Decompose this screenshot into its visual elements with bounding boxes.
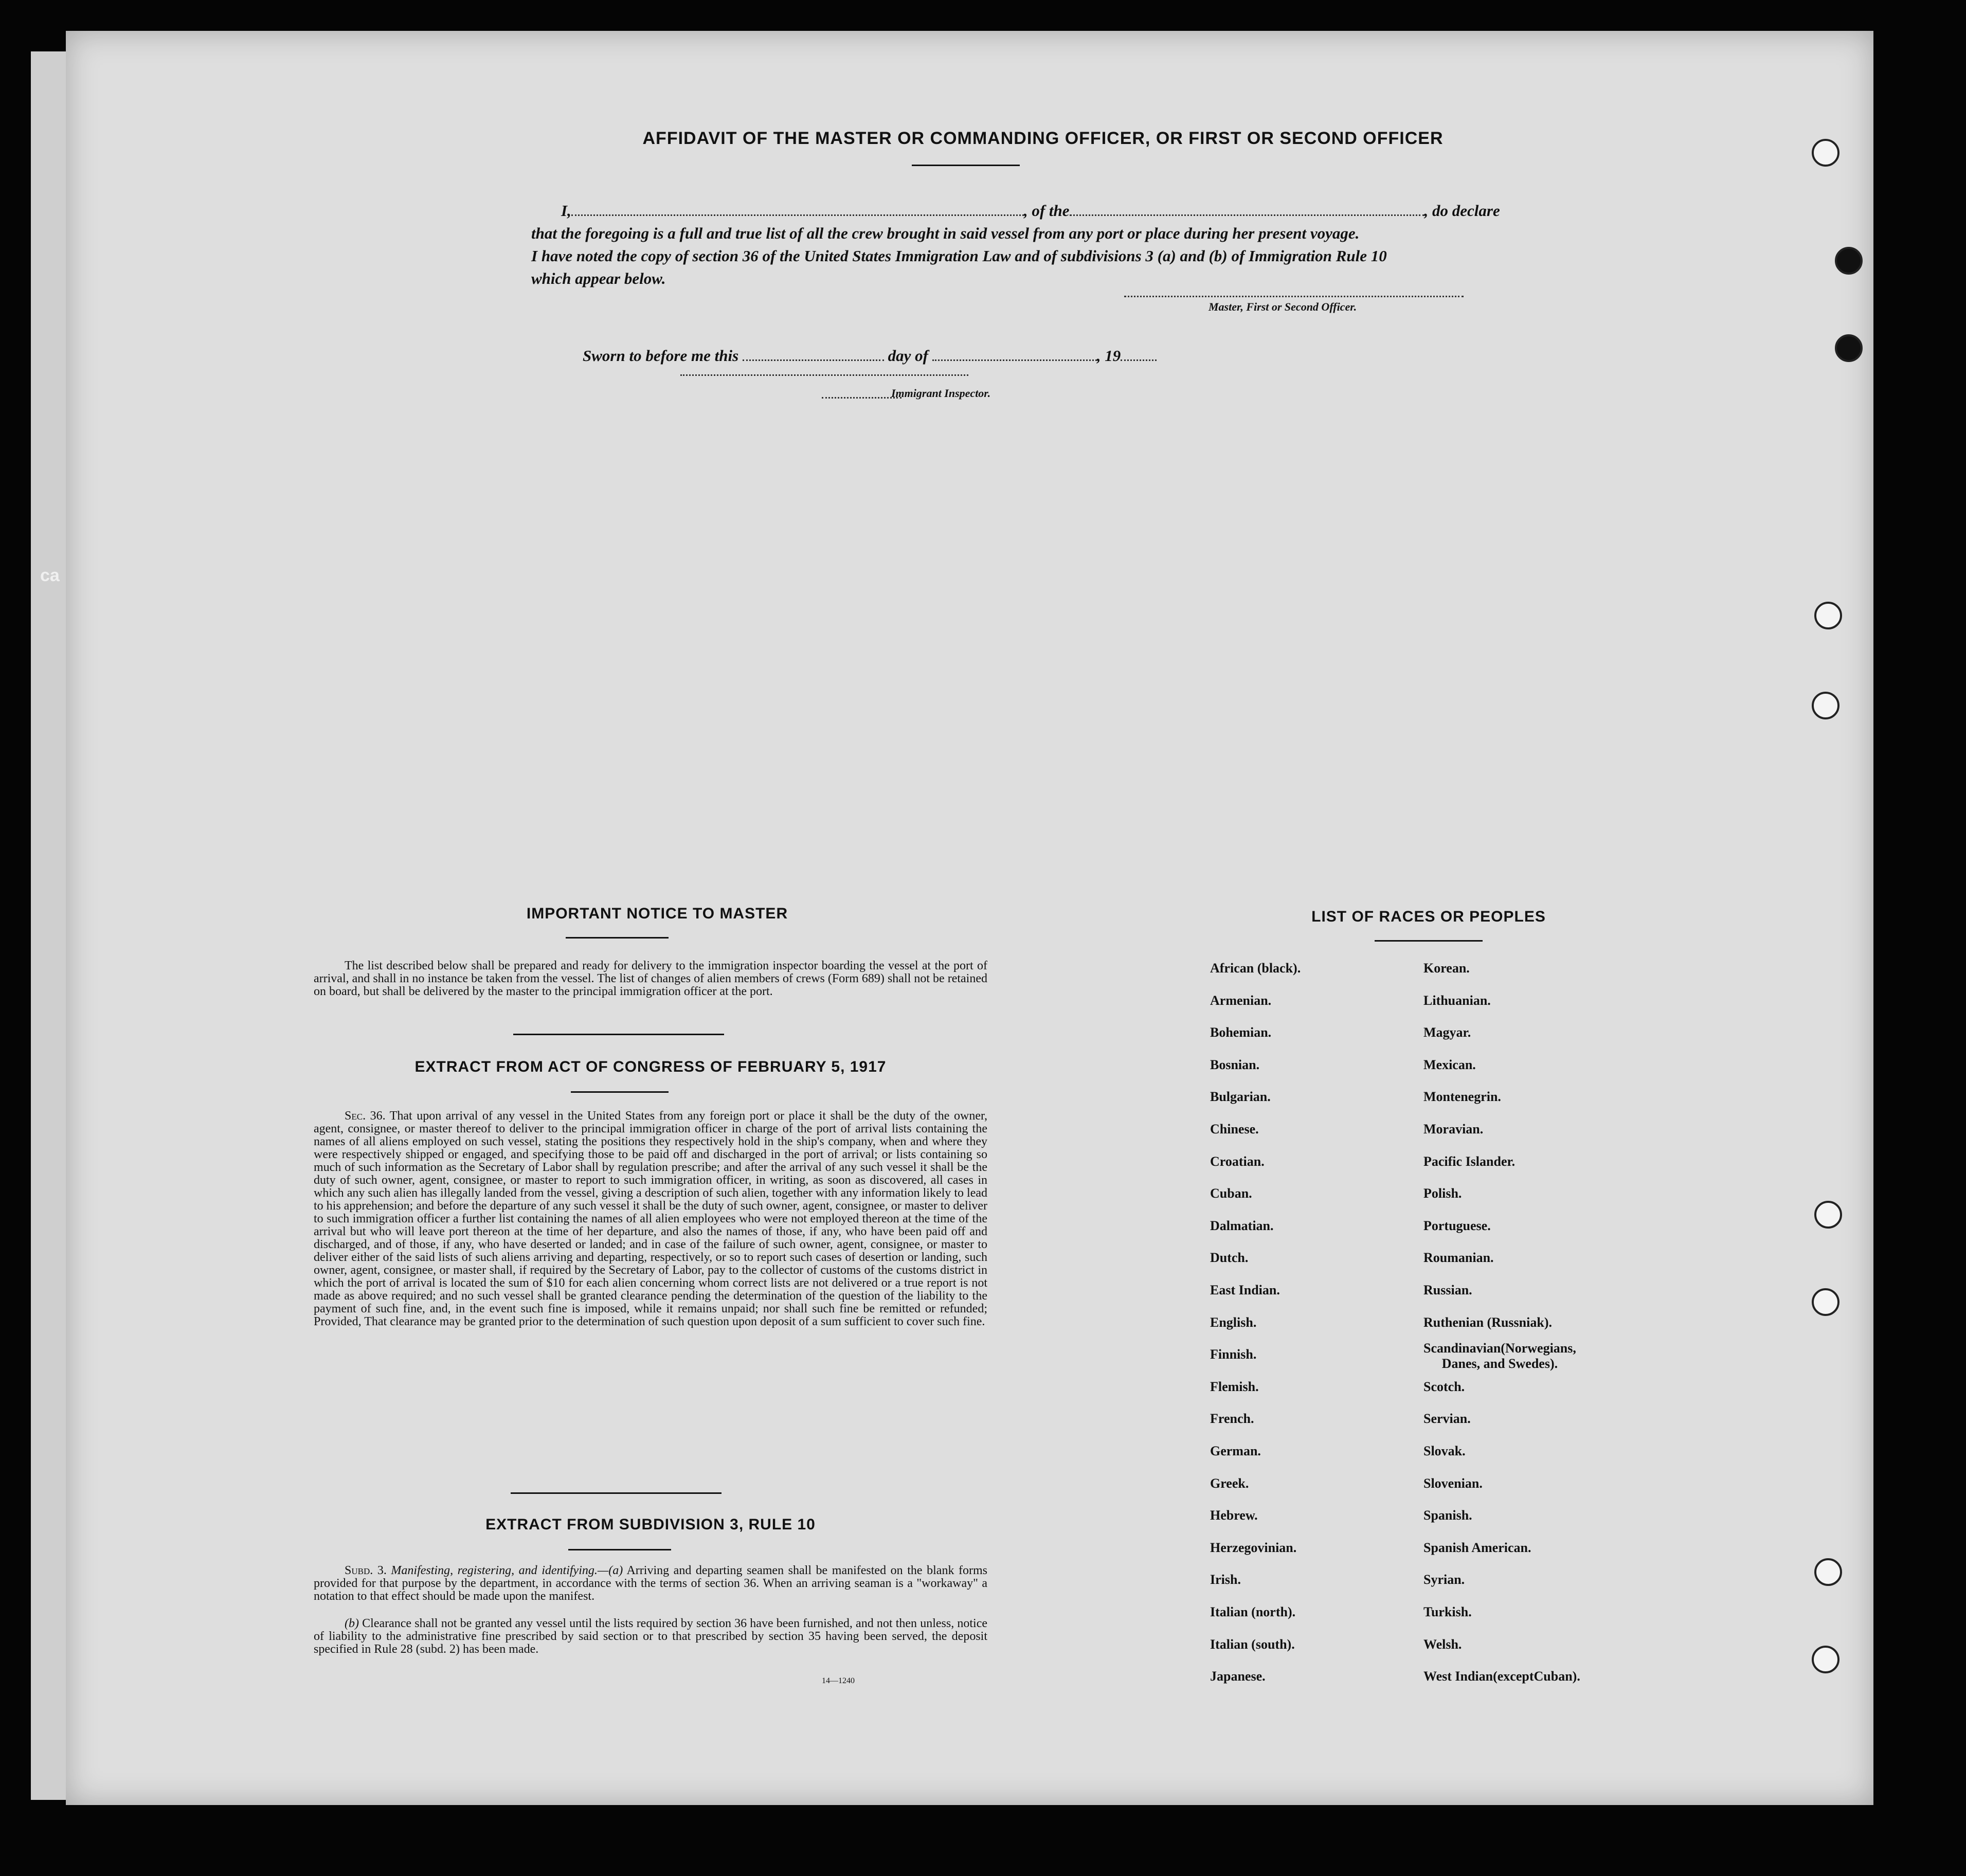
- divider: [912, 165, 1020, 166]
- binder-hole: [1812, 139, 1839, 167]
- vessel-blank: [1070, 214, 1424, 216]
- race-item: Flemish.: [1210, 1379, 1259, 1394]
- affidavit-title: AFFIDAVIT OF THE MASTER OR COMMANDING OFFICER, OR FIRST OR SECOND OFFICER: [642, 129, 1444, 148]
- race-item: Syrian.: [1423, 1572, 1465, 1587]
- month-blank: [932, 359, 1097, 361]
- signature-label: Master, First or Second Officer.: [1209, 300, 1357, 313]
- race-item: Croatian.: [1210, 1154, 1265, 1169]
- race-item: Dalmatian.: [1210, 1218, 1274, 1233]
- notice-body: The list described below shall be prepared and ready for delivery to the immigration inspector boarding the vessel at the port of arrival, and shall in no instance be taken from the vessel. The list of changes of alien members of crews (Form 689) shall not be retained on board, but shall be delivered by the master to the principal immigration officer at the port.: [314, 959, 987, 998]
- race-item: Ruthenian (Russniak).: [1423, 1315, 1552, 1330]
- rule-para-b: [314, 1617, 987, 1656]
- race-item: Pacific Islander.: [1423, 1154, 1516, 1169]
- para-b-label: (b): [345, 1617, 359, 1630]
- day-blank: [743, 359, 884, 361]
- divider: [566, 937, 669, 939]
- divider: [568, 1549, 671, 1550]
- race-item: West Indian(exceptCuban).: [1423, 1669, 1580, 1684]
- sworn-line: [583, 345, 1251, 367]
- divider: [571, 1091, 669, 1093]
- year-blank: [1121, 359, 1157, 361]
- race-item: Hebrew.: [1210, 1508, 1258, 1523]
- race-item: Magyar.: [1423, 1025, 1471, 1040]
- race-item: Scandinavian(Norwegians, Danes, and Swedes).: [1423, 1341, 1576, 1371]
- binder-hole: [1835, 334, 1863, 362]
- race-item: Servian.: [1423, 1411, 1471, 1426]
- sworn-day: day of: [888, 347, 928, 365]
- binder-hole: [1812, 692, 1839, 719]
- binder-hole: [1814, 1201, 1842, 1229]
- margin-fragment-text: ca: [40, 566, 60, 585]
- para-a-text: Arriving and departing seamen shall be manifested on the blank forms provided for that purpose by the department, in accordance with the terms of section 36. When an arriving seaman is a "workaway" a notation to that effect should be made upon the manifest.: [314, 1564, 988, 1603]
- race-item: Italian (north).: [1210, 1604, 1296, 1619]
- race-item: Finnish.: [1210, 1347, 1257, 1362]
- race-item: African (black).: [1210, 961, 1301, 976]
- race-item: Bohemian.: [1210, 1025, 1272, 1040]
- race-item: Herzegovinian.: [1210, 1540, 1297, 1555]
- races-title: LIST OF RACES OR PEOPLES: [1311, 908, 1546, 925]
- binder-hole: [1812, 1646, 1839, 1673]
- race-item: Mexican.: [1423, 1057, 1476, 1072]
- subd-heading: Manifesting, registering, and identifying.—(a): [391, 1564, 623, 1577]
- affidavit-line-2: that the foregoing is a full and true list of all the crew brought in said vessel from any port or place during her present voyage.: [531, 224, 1360, 242]
- race-item: East Indian.: [1210, 1283, 1280, 1297]
- affidavit-of-the: , of the: [1023, 202, 1070, 220]
- race-item: Japanese.: [1210, 1669, 1266, 1684]
- binder-hole: [1835, 247, 1863, 275]
- binder-hole: [1814, 1558, 1842, 1586]
- race-item: French.: [1210, 1411, 1254, 1426]
- race-item: Dutch.: [1210, 1250, 1249, 1265]
- race-item: Armenian.: [1210, 993, 1272, 1008]
- sworn-year: , 19: [1096, 347, 1121, 365]
- race-item: Slovenian.: [1423, 1476, 1483, 1491]
- race-item: Slovak.: [1423, 1444, 1466, 1458]
- inspector-line: [680, 374, 968, 376]
- sec-label: Sec. 36.: [345, 1109, 386, 1123]
- race-item: Scotch.: [1423, 1379, 1465, 1394]
- affidavit-line-4: which appear below.: [531, 269, 666, 287]
- race-item: Spanish American.: [1423, 1540, 1531, 1555]
- affidavit-declare: , do declare: [1424, 202, 1500, 220]
- sworn-prefix: Sworn to before me this: [583, 347, 739, 365]
- race-item: English.: [1210, 1315, 1257, 1330]
- race-item: Roumanian.: [1423, 1250, 1494, 1265]
- notice-title: IMPORTANT NOTICE TO MASTER: [526, 905, 788, 922]
- act-extract-body: [314, 1110, 987, 1328]
- race-item: Turkish.: [1423, 1604, 1472, 1619]
- act-extract-title: EXTRACT FROM ACT OF CONGRESS OF FEBRUARY 5, 1917: [414, 1058, 887, 1075]
- race-item: Bulgarian.: [1210, 1089, 1271, 1104]
- race-item: Korean.: [1423, 961, 1470, 976]
- binder-hole: [1812, 1288, 1839, 1316]
- race-item: Spanish.: [1423, 1508, 1472, 1523]
- race-item: Italian (south).: [1210, 1637, 1295, 1652]
- race-item: Russian.: [1423, 1283, 1472, 1297]
- name-blank: [571, 214, 1024, 216]
- race-item: Polish.: [1423, 1186, 1462, 1201]
- rule-para-a: [314, 1564, 987, 1603]
- race-item: Greek.: [1210, 1476, 1249, 1491]
- divider: [1375, 940, 1483, 942]
- race-item: Chinese.: [1210, 1122, 1259, 1137]
- sec-text: That upon arrival of any vessel in the United States from any foreign port or place it shall be the duty of the owner, agent, consignee, or master thereof to deliver to the principal immigration officer in charge of the port of arrival lists containing the names of all aliens employed on such vessel, stating the positions they respectively hold in the ship's company, when and where they were respectively shipped or engaged, and specifying those to be paid off and discharged in the port of arrival; or lists containing so much of such information as the Secretary of Labor shall by regulation prescribe; and after the arrival of any such vessel it shall be the duty of such owner, agent, consignee, or master to report to such immigration officer, in writing, as soon as discovered, all cases in which any such alien has illegally landed from the vessel, giving a description of such alien, together with any information likely to lead to his apprehension; and before the departure of any such vessel it shall be the duty of such owner, agent, consignee, or master to deliver to such immigration officer a further list containing the names of all alien employees who were not employed thereon at the time of the arrival but who will leave port thereon at the time of her departure, and also the names of those, if any, who have been paid off and discharged, and of those, if any, who have deserted or landed; and in case of the failure of such owner, agent, consignee, or master to deliver either of the said lists of such aliens arriving and departing, respectively, or so to report such cases of desertion or landing, such owner, agent, consignee, or master shall, if required by the Secretary of Labor, pay to the collector of customs of the customs district in which the port of arrival is located the sum of $10 for each alien concerning whom correct lists are not delivered or a true report is not made as above required; and no such vessel shall be granted clearance pending the determination of the question of the liability to the payment of such fine, and, in the event such fine is imposed, while it remains unpaid; nor shall such fine be remitted or refunded; Provided, That clearance may be granted prior to the determination of such question upon deposit of a sum sufficient to cover such fine.: [314, 1109, 987, 1328]
- race-item: Portuguese.: [1423, 1218, 1491, 1233]
- rule-extract-title: EXTRACT FROM SUBDIVISION 3, RULE 10: [485, 1516, 816, 1533]
- inspector-label: Immigrant Inspector.: [891, 387, 991, 400]
- race-item: Irish.: [1210, 1572, 1241, 1587]
- affidavit-line-3: I have noted the copy of section 36 of the United States Immigration Law and of subdivisions 3 (a) and (b) of Immigration Rule 10: [531, 247, 1387, 265]
- subd-label: Subd. 3.: [345, 1564, 387, 1577]
- divider: [511, 1492, 722, 1494]
- race-item: Moravian.: [1423, 1122, 1484, 1137]
- race-item: Montenegrin.: [1423, 1089, 1501, 1104]
- divider: [513, 1034, 724, 1035]
- para-b-text: Clearance shall not be granted any vessel until the lists required by section 36 have been furnished, and not then unless, notice of liability to the administrative fine prescribed by said section or to that prescribed by section 35 having been served, the deposit specified in Rule 28 (subd. 2) has been made.: [314, 1617, 988, 1656]
- form-number: 14—1240: [822, 1676, 855, 1685]
- affidavit-line-1: [531, 200, 1534, 222]
- inspector-short-line: [822, 397, 901, 399]
- document-page: [66, 31, 1873, 1805]
- race-item: Welsh.: [1423, 1637, 1462, 1652]
- race-item: Lithuanian.: [1423, 993, 1491, 1008]
- race-item: Cuban.: [1210, 1186, 1252, 1201]
- affidavit-i: I,: [561, 202, 571, 220]
- race-item: German.: [1210, 1444, 1261, 1458]
- race-item: Bosnian.: [1210, 1057, 1260, 1072]
- binder-hole: [1814, 602, 1842, 629]
- signature-line: [1124, 296, 1464, 297]
